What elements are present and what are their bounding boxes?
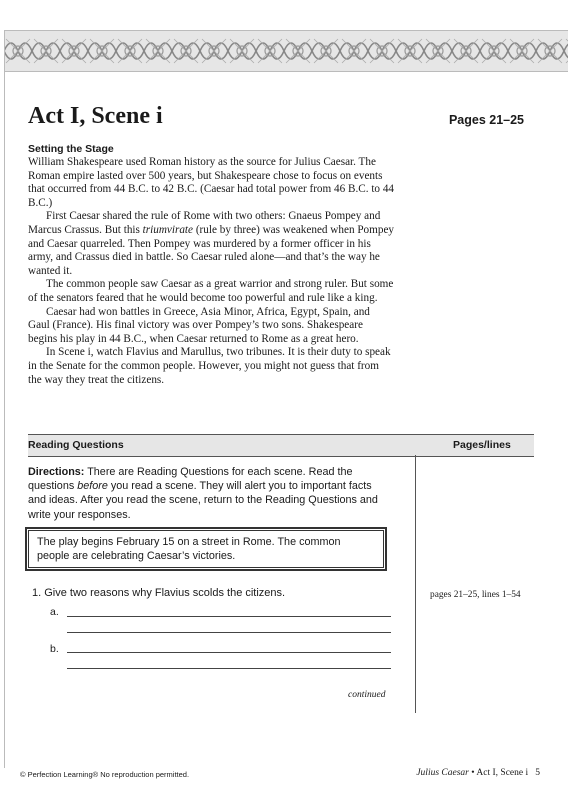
continued-note: continued xyxy=(348,690,386,700)
setting-paragraph xyxy=(28,210,394,278)
reading-questions-bar xyxy=(28,434,534,457)
page-title: Act I, Scene i xyxy=(28,103,163,129)
emphasis-term: triumvirate xyxy=(142,223,194,236)
setting-paragraph xyxy=(28,156,394,210)
page-number: 5 xyxy=(535,768,540,778)
paragraph-text: Caesar had won battles in Greece, Asia Minor, Africa, Egypt, Spain, and Gaul (France). His final victory was over Pompey’s two sons. Shakespeare begins his play in 44 B.C., when Caesar returned to Rome as a great hero. xyxy=(28,305,370,345)
paragraph-text: William Shakespeare used Roman history as the source for Julius Caesar. The Roman empire lasted over 500 years, but Shakespeare chose to focus on events that occurred from 44 B.C. to 42 B.C. (Caesar had total power from 46 B.C. to 44 B.C.) xyxy=(28,156,395,209)
answer-b-label: b. xyxy=(50,643,59,655)
knot-pattern-icon xyxy=(4,31,568,71)
setting-heading: Setting the Stage xyxy=(28,143,114,155)
pages-lines-label: Pages/lines xyxy=(453,439,511,451)
setting-body xyxy=(28,156,394,387)
directions-text-a: There are Reading Questions for each scene. Read the questions xyxy=(28,466,353,493)
running-footer xyxy=(416,768,540,778)
answer-b-line[interactable] xyxy=(67,652,391,653)
footer-scene: • Act I, Scene i xyxy=(468,768,529,778)
column-divider xyxy=(415,455,416,713)
directions-text-b: you read a scene. They will alert you to important facts and ideas. After you read the scene, return to the Reading Questions and write your responses. xyxy=(28,480,378,521)
directions-label: Directions: xyxy=(28,466,85,478)
celtic-knot-banner xyxy=(4,30,568,72)
paragraph-text: (rule by three) was weakened when Pompey and Caesar quarreled. Then Pompey was murdered by a former officer in his army, and Crassus died in battle. So Caesar ruled alone—and that’s the way he wanted it. xyxy=(28,223,395,277)
answer-a-label: a. xyxy=(50,606,59,618)
paragraph-text: The common people saw Caesar as a great warrior and strong ruler. But some of the senators feared that he would become too powerful and rule like a king. xyxy=(28,278,394,304)
setting-paragraph xyxy=(28,346,394,387)
question-1: 1. Give two reasons why Flavius scolds the citizens. xyxy=(32,587,286,599)
paragraph-text: In Scene i, watch Flavius and Marullus, two tribunes. It is their duty to speak in the Senate for the common people. However, you might not guess that from the way they treat the citizens. xyxy=(28,346,391,386)
left-margin-rule xyxy=(4,30,5,768)
copyright-footer: © Perfection Learning® No reproduction permitted. xyxy=(20,770,190,779)
page-range: Pages 21–25 xyxy=(448,113,524,127)
answer-b-line-2[interactable] xyxy=(67,668,391,669)
directions xyxy=(28,465,388,522)
setting-paragraph xyxy=(28,278,394,305)
footer-book-title: Julius Caesar xyxy=(416,768,469,778)
question-1-reference: pages 21–25, lines 1–54 xyxy=(430,590,521,600)
setting-paragraph xyxy=(28,306,394,347)
answer-a-line-2[interactable] xyxy=(67,632,391,633)
scene-note-box: The play begins February 15 on a street in Rome. The common people are celebrating Caesar’s victories. xyxy=(28,530,384,568)
paragraph-text: First Caesar shared the rule of Rome with two others: Gnaeus Pompey and Marcus Crassus. But this xyxy=(28,210,381,236)
reading-questions-label: Reading Questions xyxy=(28,439,124,451)
answer-a-line[interactable] xyxy=(67,616,391,617)
directions-emphasis: before xyxy=(77,480,108,493)
